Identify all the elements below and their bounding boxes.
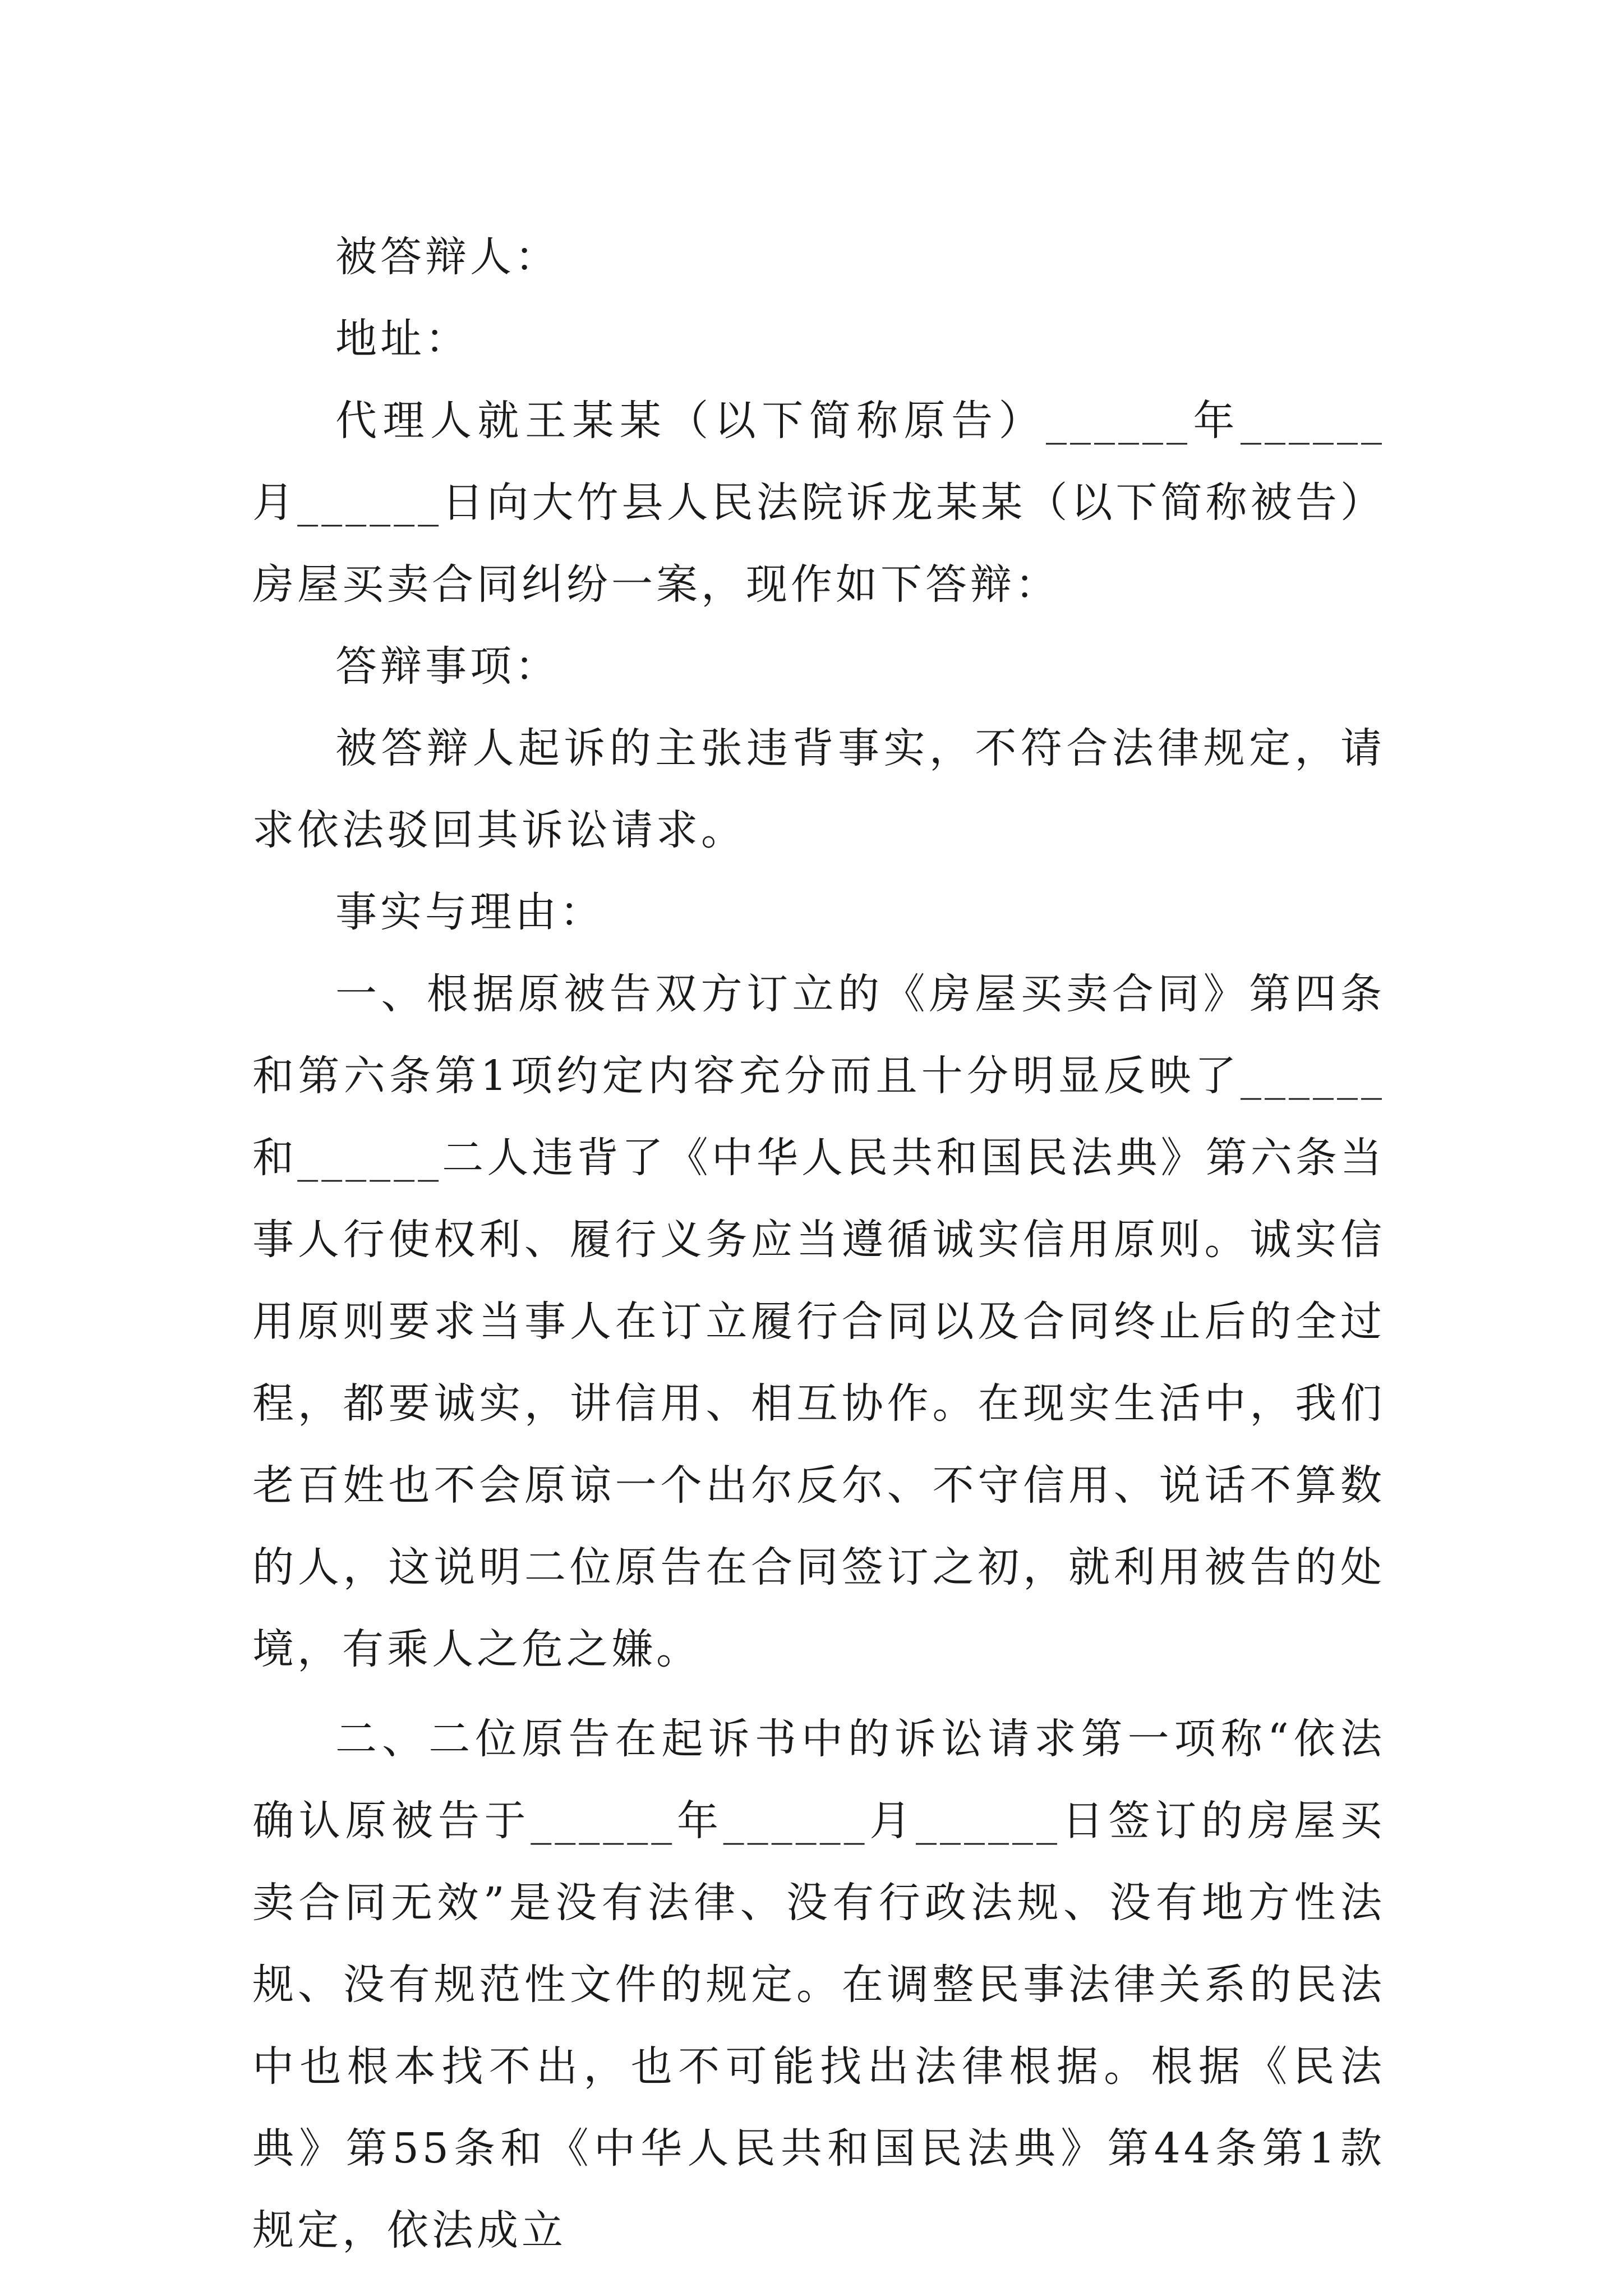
defense-items-paragraph: 被答辩人起诉的主张违背事实，不符合法律规定，请求依法驳回其诉讼请求。 [252, 724, 1385, 854]
respondent-label: 被答辩人： [335, 233, 560, 281]
intro-paragraph: 代理人就王某某（以下简称原告）______年______月______日向大竹县人民法院诉龙某某（以下简称被告）房屋买卖合同纠纷一案，现作如下答辩： [252, 397, 1385, 609]
facts-reasons-heading: 事实与理由： [335, 888, 605, 936]
reason-one-paragraph: 一、根据原被告双方订立的《房屋买卖合同》第四条和第六条第1项约定内容充分而且十分明显反映了______和______二人违背了《中华人民共和国民法典》第六条当事人行使权利、履行义务应当遵循诚实信用原则。诚实信用原则要求当事人在订立履行合同以及合同终止后的全过程，都要诚实，讲信用、相互协作。在现实生活中，我们老百姓也不会原谅一个出尔反尔、不守信用、说话不算数的人，这说明二位原告在合同签订之初，就利用被告的处境，有乘人之危之嫌。 [252, 970, 1385, 1673]
document-body [252, 216, 1385, 2271]
reason-two-paragraph: 二、二位原告在起诉书中的诉讼请求第一项称“依法确认原被告于______年______月______日签订的房屋买卖合同无效”是没有法律、没有行政法规、没有地方性法规、没有规范性文件的规定。在调整民事法律关系的民法中也根本找不出，也不可能找出法律根据。根据《民法典》第55条和《中华人民共和国民法典》第44条第1款规定，依法成立 [252, 1715, 1385, 2254]
defense-items-heading: 答辩事项： [335, 642, 560, 691]
address-label: 地址： [335, 315, 470, 363]
